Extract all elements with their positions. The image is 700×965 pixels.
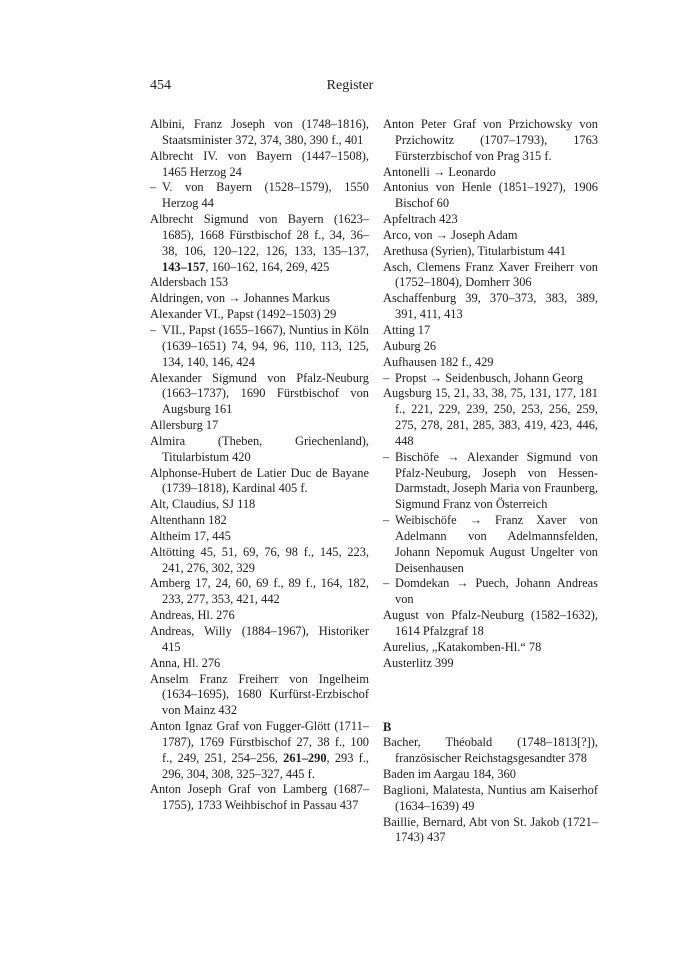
index-entry	[150, 307, 369, 323]
entry-text: Anselm Franz Freiherr von Ingelheim (1634–1695), 1680 Kurfürst-Erzbischof von Mainz 432	[150, 671, 369, 718]
index-entry	[150, 545, 369, 577]
entry-text: Baglioni, Malatesta, Nuntius am Kaiserhof (1634–1639) 49	[383, 782, 598, 813]
entry-text: Aldersbach 153	[150, 275, 229, 290]
index-subentry	[383, 576, 598, 608]
entry-text: Austerlitz 399	[383, 655, 454, 670]
index-list-a	[383, 117, 598, 672]
index-entry	[150, 608, 369, 624]
entry-text: VII., Papst (1655–1667), Nuntius in Köln (1639–1651) 74, 94, 96, 110, 113, 125, 134, 140, 146, 424	[162, 322, 369, 369]
index-entry	[383, 386, 598, 449]
entry-text: Arethusa (Syrien), Titularbistum 441	[383, 243, 567, 258]
subentry-dash: –	[150, 180, 157, 195]
entry-text: Apfeltrach 423	[383, 212, 458, 227]
index-entry	[150, 291, 369, 307]
entry-text: Albrecht Sigmund von Bayern (1623–1685), 1668 Fürstbischof 28 f., 34, 36–38, 106, 120–122, 126, 133, 135–137,	[150, 212, 369, 258]
index-entry	[150, 782, 369, 814]
index-entry	[383, 244, 598, 260]
index-entry	[150, 656, 369, 672]
entry-text: Antonius von Henle (1851–1927), 1906 Bischof 60	[383, 180, 598, 211]
entry-text: Anton Peter Graf von Przichowsky von Przichowitz (1707–1793), 1763 Fürsterzbischof von Prag 315 f.	[383, 117, 598, 163]
entry-text: Propst → Seidenbusch, Johann Georg	[395, 370, 584, 385]
entry-text: Antonelli → Leonardo	[383, 164, 496, 179]
entry-text: V. von Bayern (1528–1579), 1550 Herzog 44	[162, 180, 369, 211]
index-entry	[150, 117, 369, 149]
index-entry	[383, 260, 598, 292]
entry-text: Aurelius, „Katakomben-Hl.“ 78	[383, 639, 542, 654]
index-entry	[150, 466, 369, 498]
index-entry	[150, 513, 369, 529]
index-entry	[383, 117, 598, 165]
entry-text: August von Pfalz-Neuburg (1582–1632), 1614 Pfalzgraf 18	[383, 608, 598, 638]
entry-text: Arco, von → Joseph Adam	[383, 227, 518, 242]
entry-text: Anna, Hl. 276	[150, 655, 221, 670]
index-column-left	[150, 117, 369, 814]
entry-text: Altötting 45, 51, 69, 76, 98 f., 145, 223, 241, 276, 302, 329	[150, 544, 369, 575]
subentry-dash: –	[383, 370, 390, 385]
bold-page-range: 261–290	[283, 750, 327, 765]
index-entry	[150, 212, 369, 275]
index-entry	[383, 815, 598, 847]
index-entry	[383, 640, 598, 656]
entry-text: Asch, Clemens Franz Xaver Freiherr von (1752–1804), Domherr 306	[383, 259, 598, 290]
index-entry	[383, 212, 598, 228]
entry-text: Albini, Franz Joseph von (1748–1816), Staatsminister 372, 374, 380, 390 f., 401	[150, 117, 369, 147]
entry-text: Almira (Theben, Griechenland), Titularbistum 420	[150, 433, 369, 464]
entry-text: Altenthann 182	[150, 513, 227, 528]
entry-text: Anton Ignaz Graf von Fugger-Glött (1711–1787), 1769 Fürstbischof 27, 38 f., 100 f., 249, 251, 254–256,	[150, 719, 369, 765]
index-entry	[383, 767, 598, 783]
index-entry	[383, 323, 598, 339]
entry-text: Andreas, Willy (1884–1967), Historiker 415	[150, 624, 369, 654]
entry-text: Baillie, Bernard, Abt von St. Jakob (1721–1743) 437	[383, 814, 598, 845]
index-subentry	[383, 371, 598, 387]
entry-text: Bacher, Théobald (1748–1813[?]), französischer Reichstagsgesandter 378	[383, 735, 598, 766]
entry-text: Augsburg 15, 21, 33, 38, 75, 131, 177, 181 f., 221, 229, 239, 250, 253, 256, 259, 275, 278, 281, 285, 383, 419, 423, 446, 448	[383, 386, 598, 448]
entry-text: Atting 17	[383, 322, 431, 337]
running-head: Register	[326, 78, 374, 93]
bold-page-range: 143–157	[162, 259, 206, 274]
entry-text: Baden im Aargau 184, 360	[383, 767, 516, 782]
entry-text: Allersburg 17	[150, 418, 219, 433]
index-entry	[150, 275, 369, 291]
index-entry	[150, 576, 369, 608]
index-list-b	[383, 735, 598, 846]
index-entry	[150, 624, 369, 656]
index-entry	[383, 355, 598, 371]
subentry-dash: –	[383, 449, 390, 464]
entry-text: , 293 f., 296, 304, 308, 325–327, 445 f.	[162, 750, 370, 781]
index-entry	[150, 719, 369, 782]
entry-text: Alexander Sigmund von Pfalz-Neuburg (1663–1737), 1690 Fürstbischof von Augsburg 161	[150, 370, 369, 417]
entry-text: Albrecht IV. von Bayern (1447–1508), 1465 Herzog 24	[150, 148, 369, 179]
index-entry	[150, 149, 369, 181]
index-subentry	[150, 180, 369, 212]
index-subentry	[150, 323, 369, 371]
subentry-dash: –	[150, 322, 157, 337]
entry-text: Weibischöfe → Franz Xaver von Adelmann von Adelmannsfelden, Johann Nepomuk August Ungelter von Deisenhausen	[395, 513, 598, 575]
entry-text: Domdekan → Puech, Johann Andreas von	[395, 576, 598, 607]
index-entry	[383, 735, 598, 767]
index-entry	[383, 291, 598, 323]
subentry-dash: –	[383, 576, 390, 591]
index-column-right	[383, 117, 598, 846]
entry-text: Andreas, Hl. 276	[150, 608, 235, 623]
index-entry	[150, 434, 369, 466]
entry-text: Aschaffenburg 39, 370–373, 383, 389, 391, 411, 413	[383, 291, 598, 322]
index-entry	[150, 418, 369, 434]
entry-text: Alt, Claudius, SJ 118	[150, 497, 256, 512]
entry-text: Alexander VI., Papst (1492–1503) 29	[150, 307, 337, 322]
index-entry	[150, 529, 369, 545]
index-entry	[150, 497, 369, 513]
entry-text: , 160–162, 164, 269, 425	[205, 259, 330, 274]
index-entry	[383, 339, 598, 355]
entry-text: Auburg 26	[383, 338, 437, 353]
index-entry	[383, 228, 598, 244]
index-entry	[383, 180, 598, 212]
page-number: 454	[150, 78, 171, 93]
entry-text: Alphonse-Hubert de Latier Duc de Bayane (1739–1818), Kardinal 405 f.	[150, 465, 369, 496]
index-entry	[150, 371, 369, 419]
section-gap	[383, 672, 598, 720]
entry-text: Aldringen, von → Johannes Markus	[150, 291, 330, 306]
index-entry	[150, 672, 369, 720]
entry-text: Bischöfe → Alexander Sigmund von Pfalz-Neuburg, Joseph von Hessen-Darmstadt, Joseph Maria von Fraunberg, Sigmund Franz von Österreich	[395, 449, 598, 512]
entry-text: Amberg 17, 24, 60, 69 f., 89 f., 164, 182, 233, 277, 353, 421, 442	[150, 576, 369, 607]
index-entry	[383, 608, 598, 640]
entry-text: Aufhausen 182 f., 429	[383, 354, 494, 369]
entry-text: Anton Joseph Graf von Lamberg (1687–1755), 1733 Weihbischof in Passau 437	[150, 782, 369, 813]
section-letter: B	[383, 719, 392, 734]
index-entry	[383, 656, 598, 672]
entry-text: Altheim 17, 445	[150, 528, 231, 543]
index-entry	[383, 165, 598, 181]
index-entry	[383, 783, 598, 815]
index-subentry	[383, 450, 598, 513]
index-subentry	[383, 513, 598, 576]
subentry-dash: –	[383, 513, 390, 528]
